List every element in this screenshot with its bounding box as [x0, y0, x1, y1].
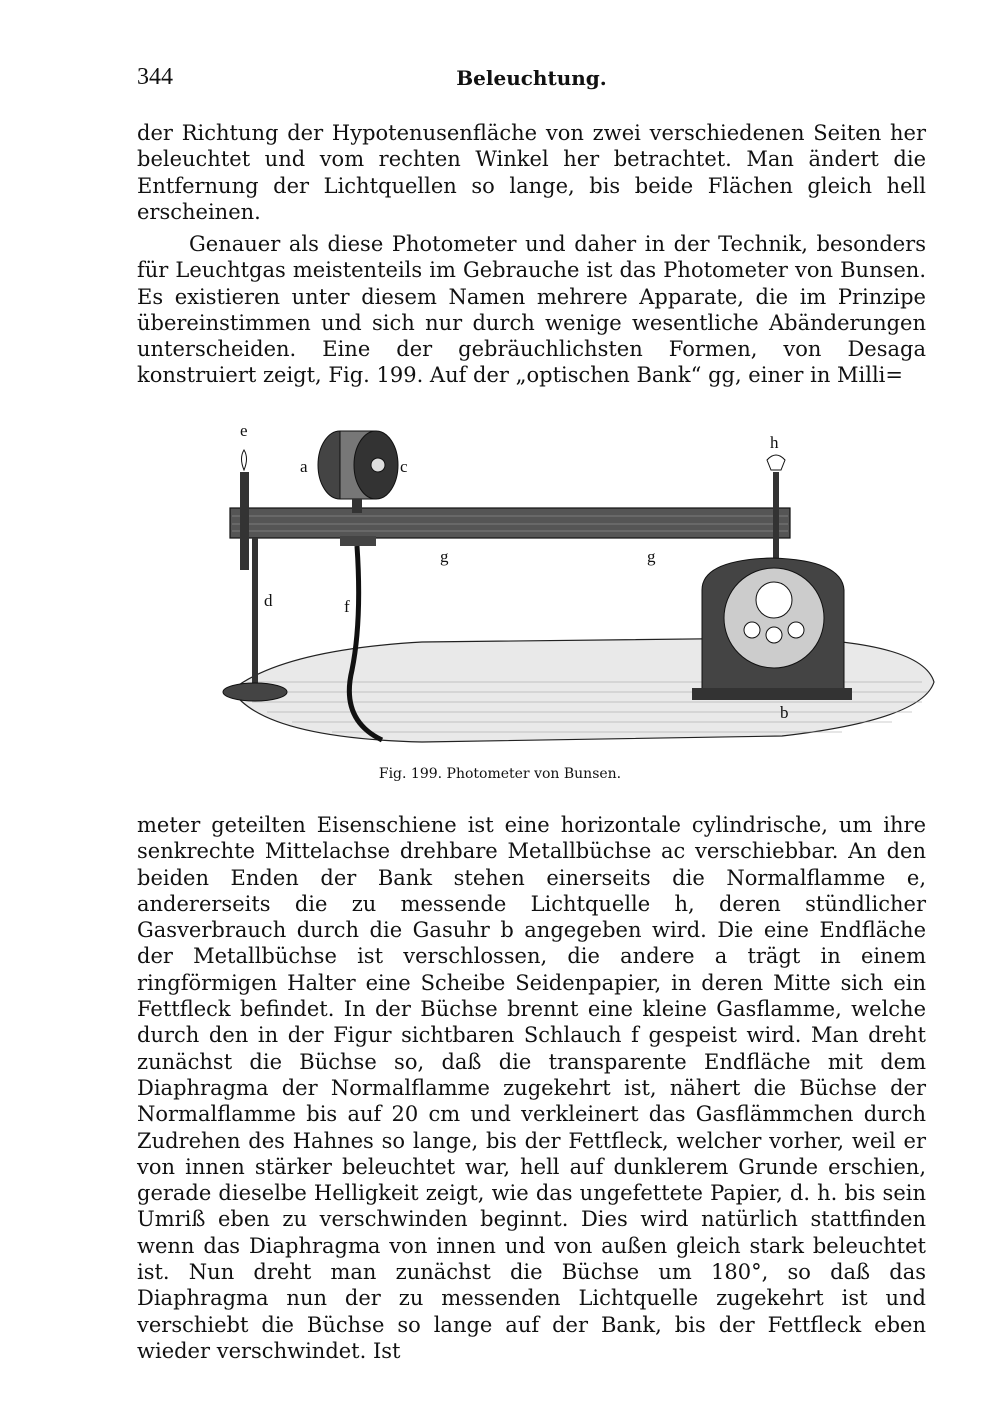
- figure-label-g1: g: [440, 547, 449, 566]
- figure-photometer-illustration: [222, 420, 942, 755]
- figure-caption: Fig. 199. Photometer von Bunsen.: [378, 766, 622, 782]
- normal-flame-stand: [223, 450, 287, 701]
- optical-bench-rail: [230, 508, 790, 538]
- page-number: 344: [137, 64, 173, 90]
- paragraph-bunsen-intro: [137, 231, 926, 389]
- figure-label-a: a: [300, 457, 308, 476]
- page-header: [137, 64, 926, 98]
- figure-label-c: c: [400, 457, 408, 476]
- gas-meter: [692, 558, 852, 700]
- paragraph-bunsen-procedure: [137, 812, 926, 1364]
- paragraph-text: der Richtung der Hypotenusenfläche von zwei verschiedenen Seiten her beleuchtet und vom rechten Winkel her betrachtet. Man ändert die Entfernung der Lichtquellen so lange, bis beide Flächen gleich hell erscheinen.: [137, 121, 926, 224]
- figure-label-d: d: [264, 591, 273, 610]
- figure-label-h: h: [770, 433, 779, 452]
- paragraph-continuation: [137, 120, 926, 225]
- paragraph-text: Genauer als diese Photometer und daher in der Technik, besonders für Leuchtgas meistenteils im Gebrauche ist das Photometer von Bunsen. Es existieren unter diesem Namen mehrere Apparate, die im Prinzipe übereinstimmen und sich nur durch wenige wesentliche Abänderungen unterscheiden. Eine der gebräuchlichsten Formen, von Desaga konstruiert zeigt, Fig. 199. Auf der „optischen Bank“ gg, einer in Milli=: [137, 232, 926, 388]
- figure-label-b: b: [780, 703, 789, 722]
- paragraph-text: meter geteilten Eisenschiene ist eine horizontale cylindrische, um ihre senkrechte Mittelachse drehbare Metallbüchse ac verschiebbar. An den beiden Enden der Bank stehen einerseits die Normalflamme e, andererseits die zu messende Lichtquelle h, deren stündlicher Gasverbrauch durch die Gasuhr b angegeben wird. Die eine Endfläche der Metallbüchse ist verschlossen, die andere a trägt in einem ringförmigen Halter eine Scheibe Seidenpapier, in deren Mitte sich ein Fettfleck befindet. In der Büchse brennt eine kleine Gasflamme, welche durch den in der Figur sichtbaren Schlauch f gespeist wird. Man dreht zunächst die Büchse so, daß die transparente Endfläche mit dem Diaphragma der Normalflamme zugekehrt ist, nähert die Büchse der Normalflamme bis auf 20 cm und verkleinert das Gasflämmchen durch Zudrehen des Hahnes so lange, bis der Fettfleck, welcher vorher, weil er von innen stärker beleuchtet war, hell auf dunklerem Grunde erschien, gerade dieselbe Helligkeit zeigt, wie das ungefettete Papier, d. h. bis sein Umriß eben zu verschwinden beginnt. Dies wird natürlich stattfinden wenn das Diaphragma von innen und von außen gleich stark beleuchtet ist. Nun dreht man zunächst die Büchse um 180°, so daß das Diaphragma nun der zu messenden Lichtquelle zugekehrt ist und verschiebt die Büchse so lange auf der Bank, bis der Fettfleck eben wieder verschwindet. Ist: [137, 813, 926, 1363]
- figure-label-e: e: [240, 421, 248, 440]
- running-title: Beleuchtung.: [456, 66, 607, 90]
- figure-label-g2: g: [647, 547, 656, 566]
- figure-label-f: f: [344, 597, 350, 616]
